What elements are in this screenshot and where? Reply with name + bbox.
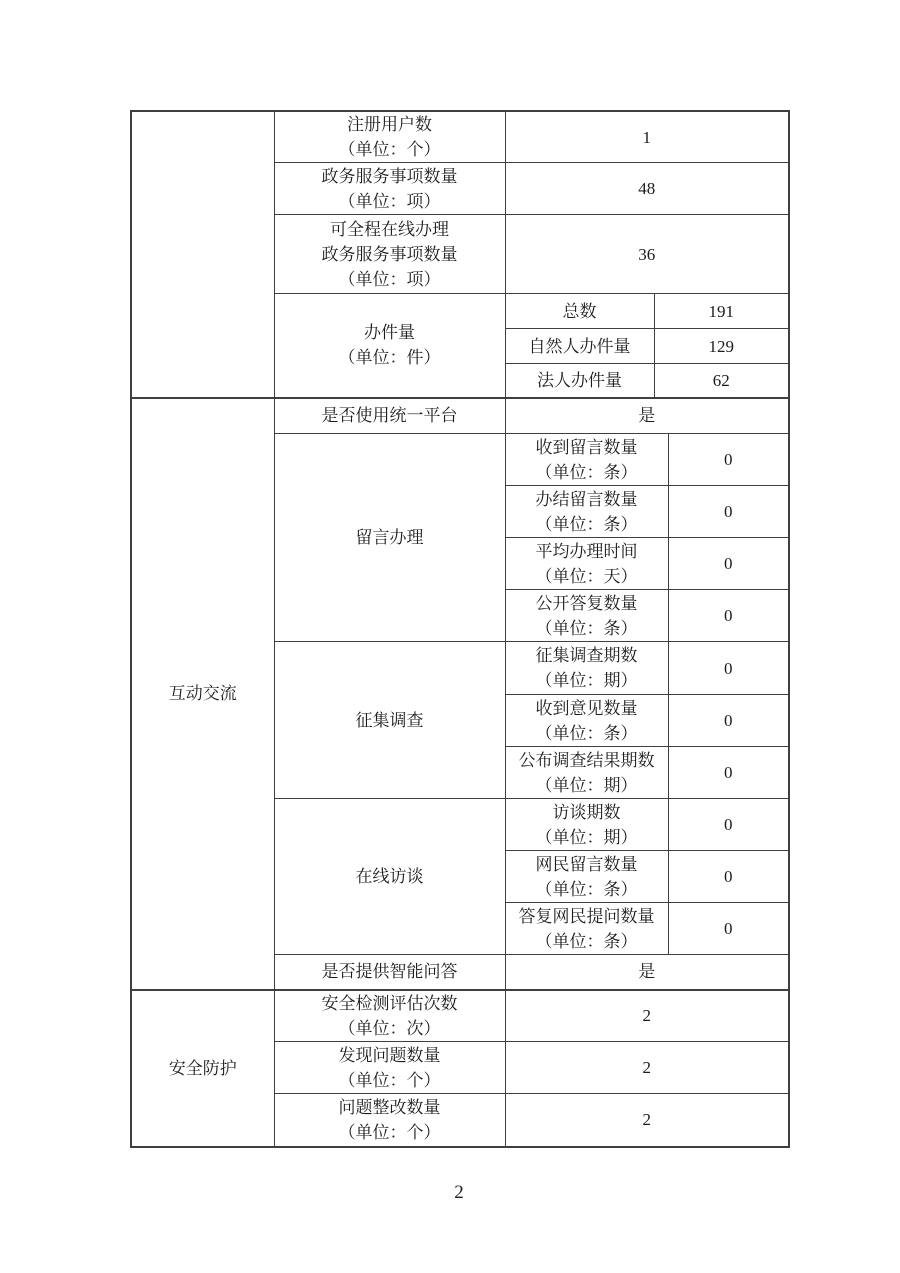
- submetric-unit: （单位：天）: [535, 566, 638, 586]
- metric-value-registered-users: 1: [505, 111, 789, 163]
- metric-cell-service-items: [274, 163, 505, 215]
- submetric-label: 公开答复数量: [535, 593, 638, 613]
- submetric-unit: （单位：期）: [535, 775, 638, 795]
- category-cell-security: [131, 990, 274, 1147]
- group-unit: （单位：件）: [338, 348, 441, 368]
- submetric-label: 网民留言数量: [535, 854, 638, 874]
- submetric-unit: （单位：条）: [535, 514, 638, 534]
- submetric-label: 平均办理时间: [535, 541, 638, 561]
- submetric-cell-msg-publicreply: [505, 590, 668, 642]
- category-label: 安全防护: [168, 1058, 237, 1078]
- metric-cell-smart-qa: 是否提供智能问答: [274, 955, 505, 990]
- submetric-unit: （单位：条）: [535, 618, 638, 638]
- group-cell-cases: [274, 294, 505, 398]
- metric-cell-unified-platform: 是否使用统一平台: [274, 398, 505, 434]
- metric-value-service-items: 48: [505, 163, 789, 215]
- table-row: [131, 990, 789, 1042]
- metric-cell-registered-users: [274, 111, 505, 163]
- category-label: 互动交流: [168, 684, 237, 703]
- submetric-unit: （单位：期）: [535, 827, 638, 847]
- submetric-cell-interview-replies: [505, 903, 668, 955]
- submetric-label: 收到意见数量: [535, 698, 638, 718]
- category-cell-blank: [131, 111, 274, 398]
- submetric-value-cases-natural: 129: [654, 329, 789, 364]
- submetric-unit: （单位：条）: [535, 931, 638, 951]
- page-number: 2: [454, 1182, 464, 1203]
- metric-unit: （单位：个）: [338, 140, 441, 159]
- metric-cell-problems-rectified: [274, 1094, 505, 1147]
- submetric-value-survey-periods: 0: [668, 642, 789, 695]
- submetric-cell-interview-periods: [505, 799, 668, 851]
- submetric-unit: （单位：条）: [535, 723, 638, 743]
- group-cell-interview: 在线访谈: [274, 799, 505, 955]
- submetric-label: 办结留言数量: [535, 489, 638, 509]
- submetric-value-survey-results: 0: [668, 747, 789, 799]
- metric-value-problems-found: 2: [505, 1042, 789, 1094]
- submetric-value-survey-opinions: 0: [668, 695, 789, 747]
- metric-unit: （单位：个）: [338, 1122, 441, 1142]
- submetric-cell-survey-periods: [505, 642, 668, 695]
- metric-unit: （单位：项）: [338, 191, 441, 211]
- submetric-label: 公布调查结果期数: [518, 750, 655, 770]
- metric-value-unified-platform: 是: [505, 398, 789, 434]
- submetric-value-interview-messages: 0: [668, 851, 789, 903]
- metric-label: 政务服务事项数量: [321, 166, 458, 186]
- table-row: [131, 111, 789, 163]
- submetric-label-cases-total: 总数: [505, 294, 654, 329]
- submetric-cell-interview-messages: [505, 851, 668, 903]
- submetric-label: 访谈期数: [552, 802, 621, 822]
- submetric-label: 答复网民提问数量: [518, 906, 655, 926]
- metric-cell-problems-found: [274, 1042, 505, 1094]
- submetric-label-cases-natural: 自然人办件量: [505, 329, 654, 364]
- group-cell-survey: 征集调查: [274, 642, 505, 799]
- metric-label-line2: 政务服务事项数量: [321, 244, 458, 264]
- metric-value-online-items: 36: [505, 215, 789, 294]
- metric-unit: （单位：次）: [338, 1018, 441, 1038]
- group-label: 办件量: [364, 323, 415, 343]
- submetric-value-msg-received: 0: [668, 434, 789, 486]
- submetric-unit: （单位：期）: [535, 671, 638, 690]
- metric-label: 注册用户数: [347, 115, 432, 134]
- submetric-label: 收到留言数量: [535, 437, 638, 457]
- metric-cell-security-tests: [274, 990, 505, 1042]
- submetric-cell-msg-received: [505, 434, 668, 486]
- submetric-cell-msg-avgtime: [505, 538, 668, 590]
- submetric-value-interview-replies: 0: [668, 903, 789, 955]
- category-cell-interaction: [131, 398, 274, 990]
- metric-value-smart-qa: 是: [505, 955, 789, 990]
- submetric-value-msg-avgtime: 0: [668, 538, 789, 590]
- table-row: [131, 398, 789, 434]
- metric-cell-online-items: [274, 215, 505, 294]
- metric-label: 问题整改数量: [338, 1097, 441, 1117]
- metric-unit: （单位：个）: [338, 1070, 441, 1090]
- metric-value-security-tests: 2: [505, 990, 789, 1042]
- submetric-value-interview-periods: 0: [668, 799, 789, 851]
- submetric-cell-msg-completed: [505, 486, 668, 538]
- group-cell-message-handling: 留言办理: [274, 434, 505, 642]
- submetric-cell-survey-opinions: [505, 695, 668, 747]
- metric-label: 可全程在线办理: [330, 219, 449, 239]
- metric-value-problems-rectified: 2: [505, 1094, 789, 1147]
- submetric-value-msg-publicreply: 0: [668, 590, 789, 642]
- metric-unit: （单位：项）: [338, 269, 441, 289]
- annual-report-table: [130, 110, 790, 1148]
- submetric-label: 征集调查期数: [535, 646, 638, 665]
- submetric-cell-survey-results: [505, 747, 668, 799]
- submetric-value-cases-legal: 62: [654, 364, 789, 398]
- submetric-unit: （单位：条）: [535, 879, 638, 899]
- submetric-value-cases-total: 191: [654, 294, 789, 329]
- submetric-value-msg-completed: 0: [668, 486, 789, 538]
- metric-label: 安全检测评估次数: [321, 993, 458, 1013]
- metric-label: 发现问题数量: [338, 1045, 441, 1065]
- submetric-unit: （单位：条）: [535, 462, 638, 482]
- submetric-label-cases-legal: 法人办件量: [505, 364, 654, 398]
